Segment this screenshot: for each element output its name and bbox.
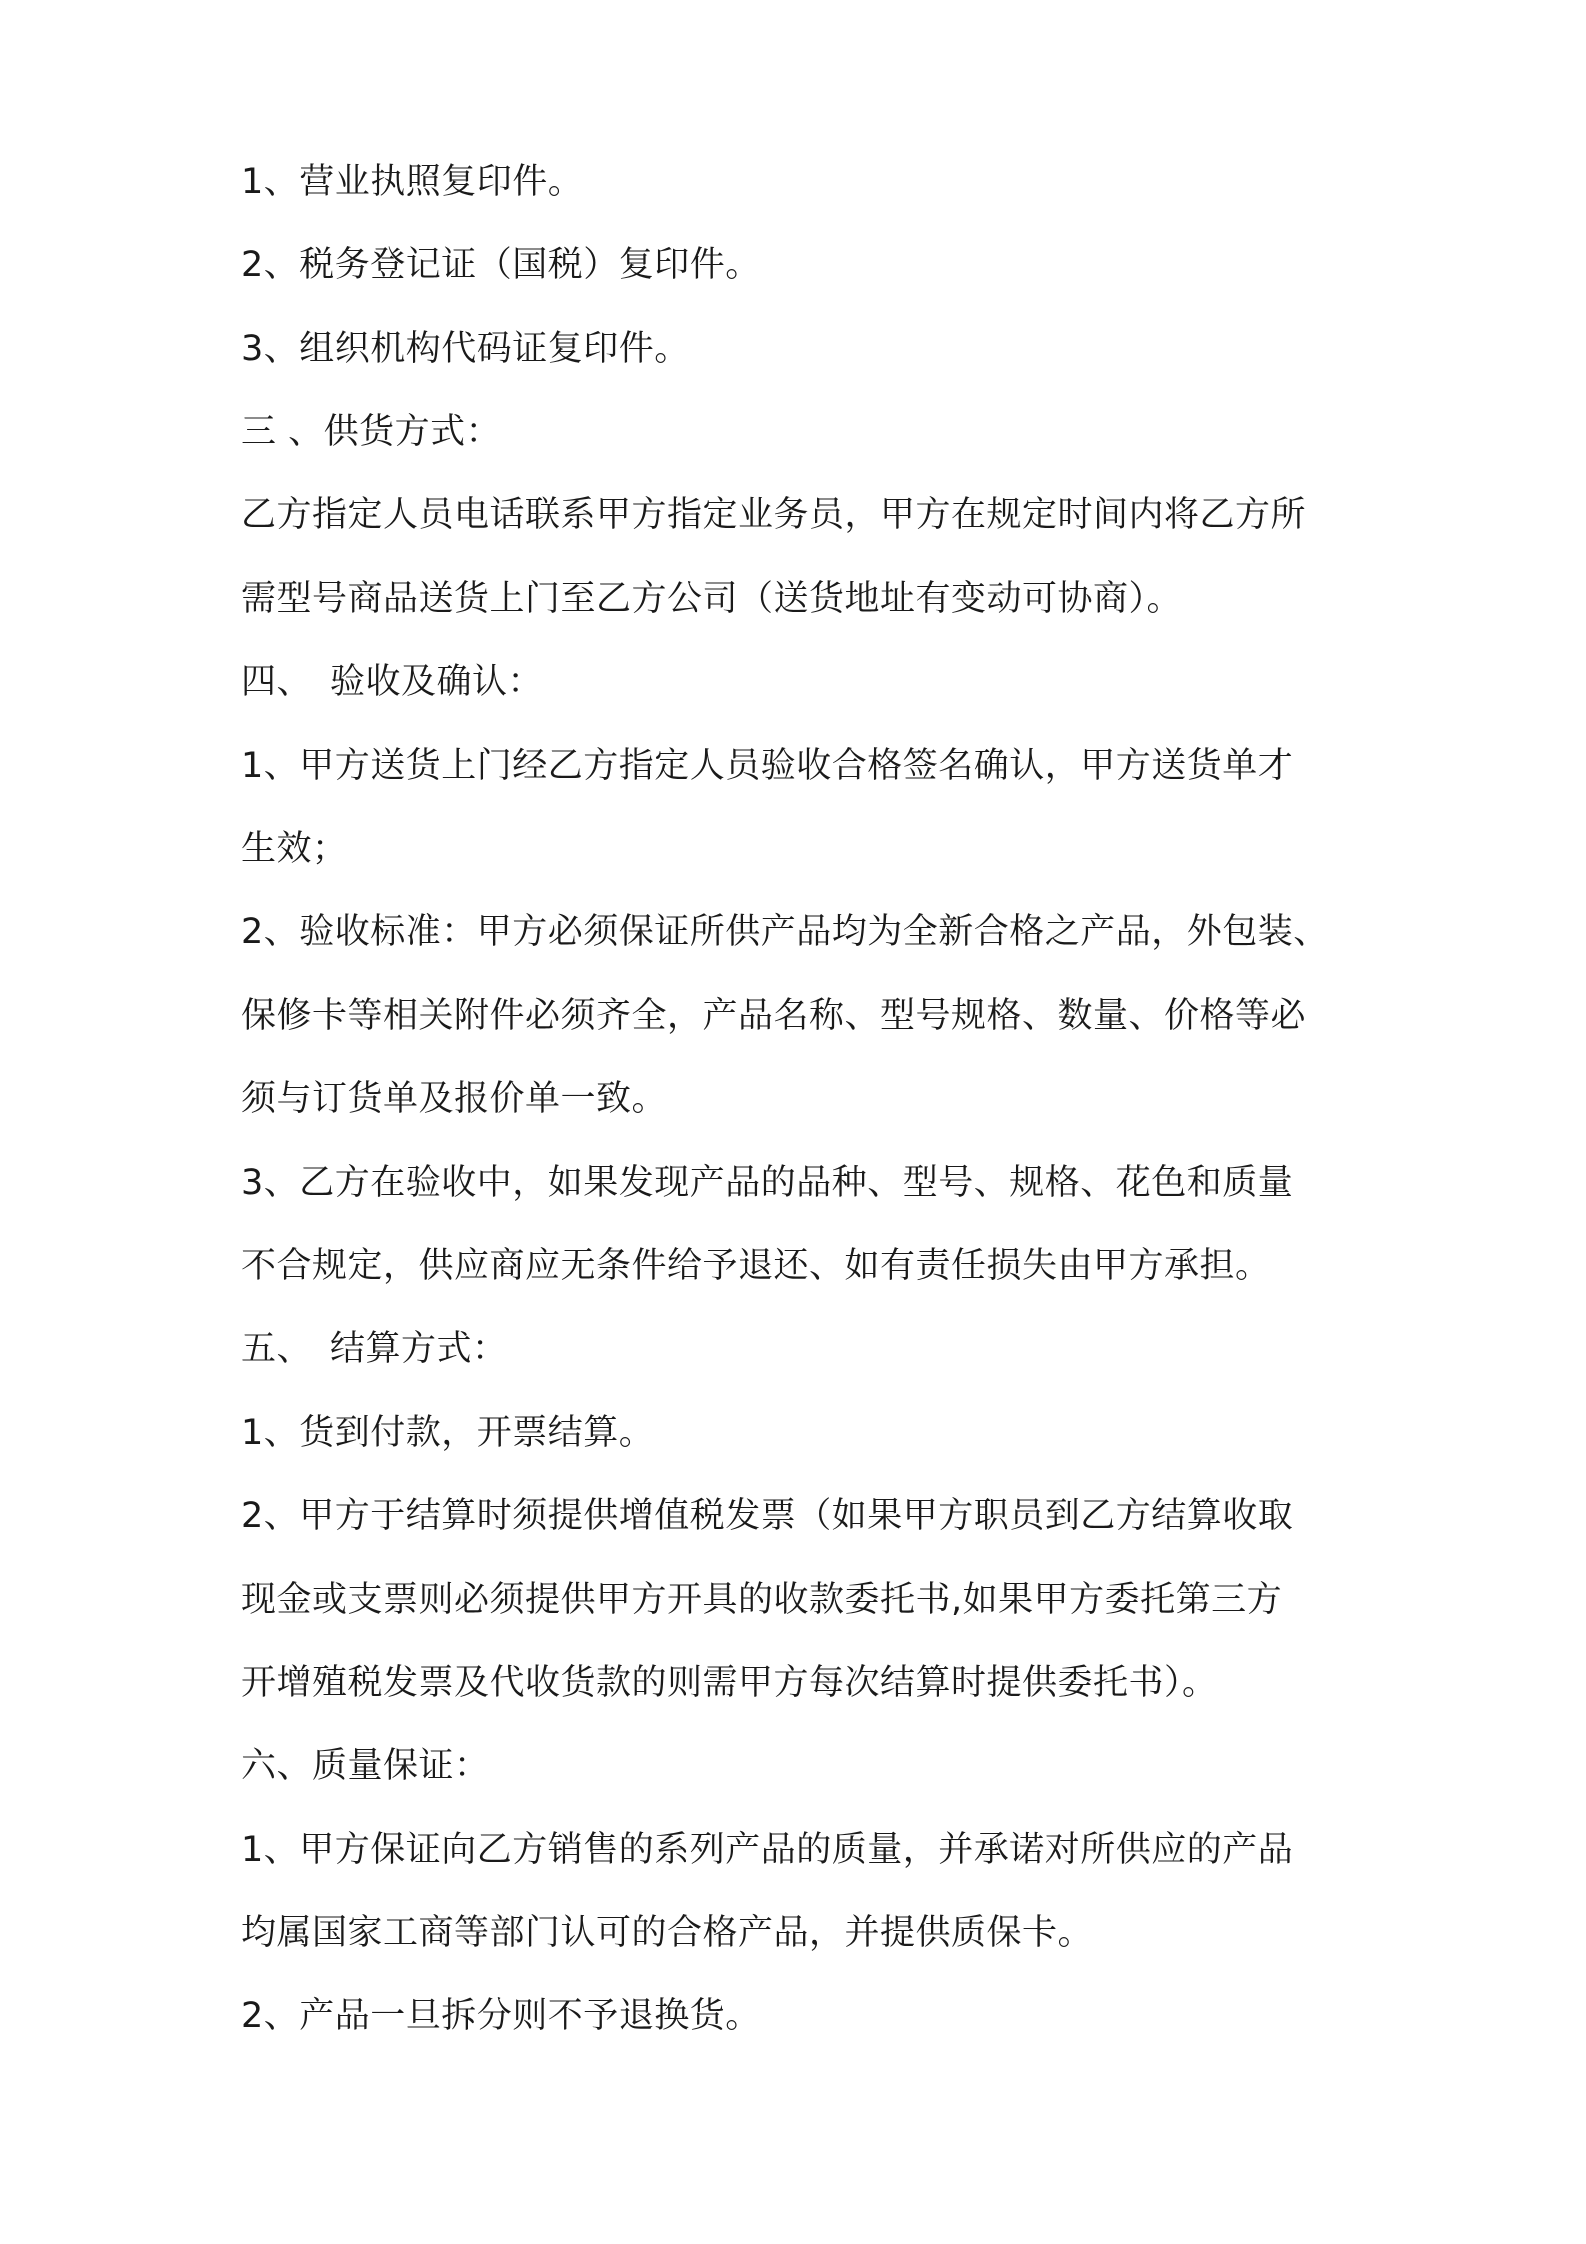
text-line: 需型号商品送货上门至乙方公司（送货地址有变动可协商）。	[241, 579, 1183, 619]
text-line: 不合规定，供应商应无条件给予退还、如有责任损失由甲方承担。	[241, 1246, 1271, 1286]
text-line: 开增殖税发票及代收货款的则需甲方每次结算时提供委托书）。	[241, 1663, 1218, 1703]
text-line: 2、产品一旦拆分则不予退换货。	[241, 1996, 761, 2036]
text-line: 2、甲方于结算时须提供增值税发票（如果甲方职员到乙方结算收取	[241, 1496, 1294, 1536]
text-line: 均属国家工商等部门认可的合格产品，并提供质保卡。	[241, 1913, 1094, 1953]
text-line: 2、验收标准：甲方必须保证所供产品均为全新合格之产品，外包装、	[241, 912, 1329, 952]
text-line: 1、营业执照复印件。	[241, 162, 584, 202]
section-heading: 六、质量保证：	[241, 1746, 490, 1786]
text-line: 1、货到付款，开票结算。	[241, 1413, 655, 1453]
section-heading: 四、 验收及确认：	[241, 662, 544, 702]
text-line: 须与订货单及报价单一致。	[241, 1079, 668, 1119]
text-line: 保修卡等相关附件必须齐全，产品名称、型号规格、数量、价格等必	[241, 996, 1307, 1036]
text-line: 3、组织机构代码证复印件。	[241, 329, 690, 369]
section-heading: 三 、供货方式：	[241, 412, 502, 452]
text-line: 1、甲方送货上门经乙方指定人员验收合格签名确认，甲方送货单才	[241, 746, 1294, 786]
text-line: 乙方指定人员电话联系甲方指定业务员，甲方在规定时间内将乙方所	[241, 495, 1307, 535]
text-line: 2、税务登记证（国税）复印件。	[241, 245, 761, 285]
text-line: 现金或支票则必须提供甲方开具的收款委托书,如果甲方委托第三方	[241, 1580, 1283, 1620]
text-line: 1、甲方保证向乙方销售的系列产品的质量，并承诺对所供应的产品	[241, 1830, 1294, 1870]
text-line: 生效；	[241, 829, 348, 869]
text-line: 3、乙方在验收中，如果发现产品的品种、型号、规格、花色和质量	[241, 1163, 1294, 1203]
section-heading: 五、 结算方式：	[241, 1329, 508, 1369]
